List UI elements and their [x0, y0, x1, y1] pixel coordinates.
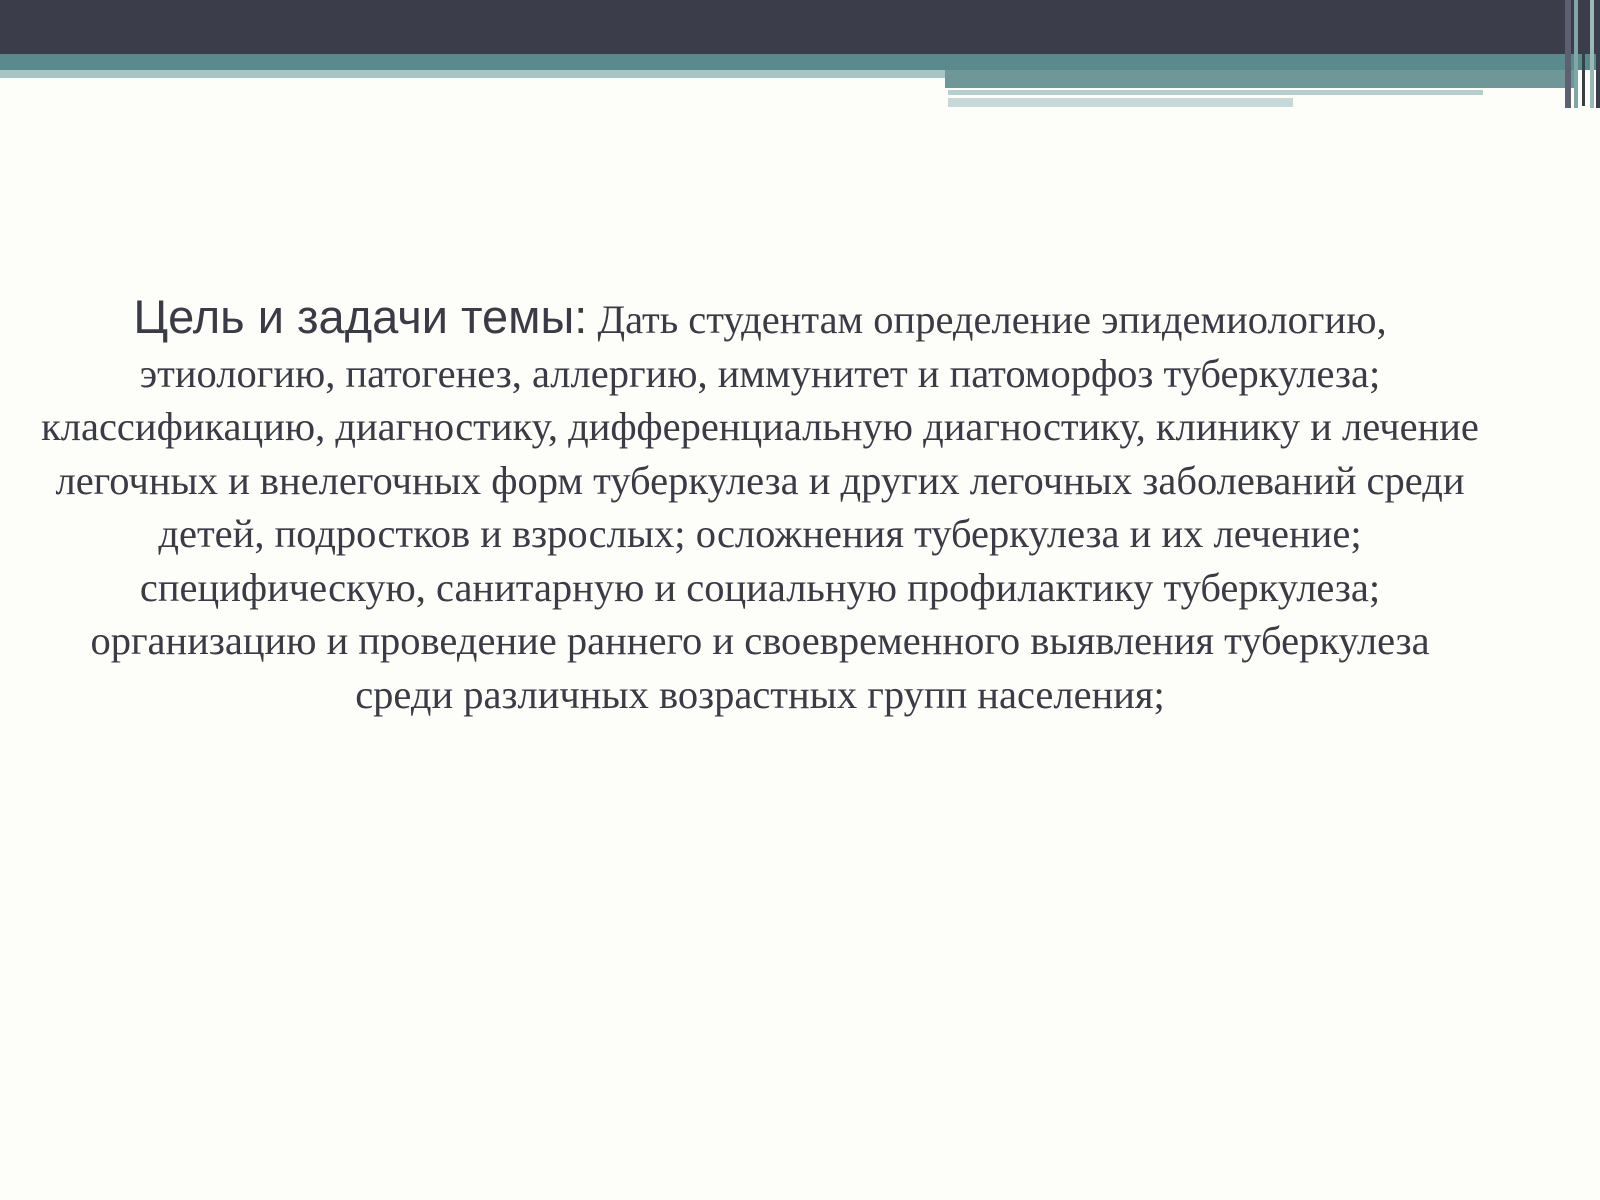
accent-line-right-lower: [948, 98, 1293, 107]
slide-text: [40, 290, 1480, 721]
slide-body: Дать студентам определение эпидемиологию, этиологию, патогенез, аллергию, иммунитет и патоморфоз туберкулеза; классификацию, диагностику, дифференциальную диагностику, клинику и лечение легочных и внелегочных форм туберкулеза и других легочных заболеваний среди детей, подростков и взрослых; осложнения туберкулеза и их лечение; специфическую, санитарную и социальную профилактику туберкулеза; организацию и проведение раннего и своевременного выявления туберкулеза среди различных возрастных групп населения;: [41, 297, 1479, 717]
edge-stripe: [1565, 0, 1571, 108]
accent-band: [0, 54, 1600, 70]
accent-block-right: [945, 70, 1575, 88]
edge-stripe: [1574, 0, 1578, 108]
edge-stripe: [1582, 0, 1585, 106]
top-band: [0, 0, 1600, 54]
accent-line-right: [948, 90, 1483, 95]
edge-stripe: [1596, 0, 1600, 108]
accent-band-light: [0, 70, 945, 78]
edge-stripe: [1590, 0, 1594, 108]
slide-heading: Цель и задачи темы:: [133, 290, 588, 343]
